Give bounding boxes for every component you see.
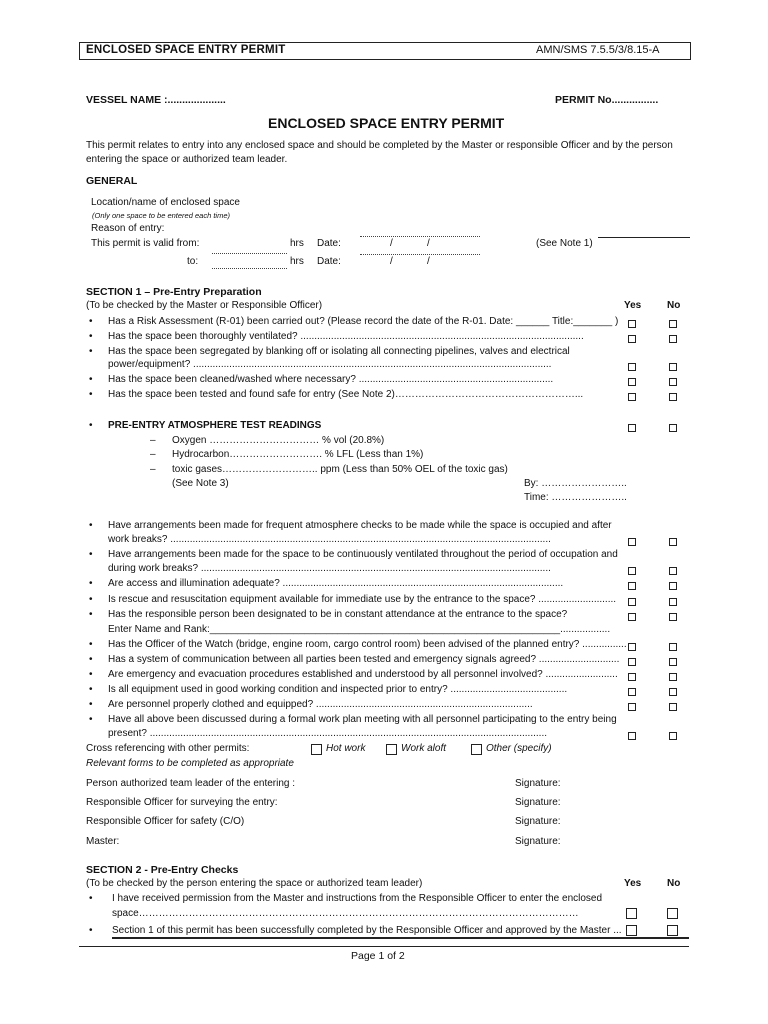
date-slash: / <box>390 238 393 249</box>
no-checkbox[interactable] <box>669 703 677 711</box>
yes-checkbox[interactable] <box>628 393 636 401</box>
no-column-header: No <box>667 300 681 311</box>
signature-label: Signature: <box>515 816 561 827</box>
no-checkbox[interactable] <box>669 613 677 621</box>
cross-reference-label: Cross referencing with other permits: <box>86 743 250 754</box>
signature-label: Signature: <box>515 778 561 789</box>
checklist-item-text: Have arrangements been made for the space to be continuously ventilated throughout the period of occupation and <box>108 549 618 560</box>
date-slash: / <box>390 256 393 267</box>
section-underline <box>112 937 689 939</box>
yes-column-header: Yes <box>624 878 642 889</box>
test-time-field: Time: ………………….. <box>524 492 627 503</box>
yes-checkbox[interactable] <box>628 688 636 696</box>
time-from-field[interactable] <box>212 253 287 254</box>
yes-checkbox[interactable] <box>628 613 636 621</box>
checklist-item-text: Is all equipment used in good working condition and inspected prior to entry? .......................................... <box>108 684 568 695</box>
checklist-item-text: Has the space been thoroughly ventilated? ...................................................................................................... <box>108 331 584 342</box>
date-to-field[interactable] <box>360 254 480 255</box>
section1-completed-item: Section 1 of this permit has been successfully completed by the Responsible Officer and approved by the Master ... <box>112 925 622 936</box>
bullet: • <box>89 699 93 710</box>
location-label: Location/name of enclosed space <box>91 197 240 208</box>
general-heading: GENERAL <box>86 175 138 187</box>
checklist-item-text: Has the space been cleaned/washed where necessary? ...................................................................... <box>108 374 554 385</box>
bullet: • <box>89 346 93 357</box>
valid-to-label: to: <box>187 256 199 267</box>
oxygen-reading: Oxygen …………………………… % vol (20.8%) <box>172 435 385 446</box>
hot-work-label: Hot work <box>326 743 366 754</box>
no-checkbox[interactable] <box>669 393 677 401</box>
bullet: • <box>89 420 93 431</box>
permission-no-checkbox[interactable] <box>667 908 678 919</box>
section1-heading: SECTION 1 – Pre-Entry Preparation <box>86 286 262 298</box>
see-note-1: (See Note 1) <box>536 238 593 249</box>
checklist-item-text: power/equipment? ................................................................................................................................. <box>108 359 552 370</box>
yes-column-header: Yes <box>624 300 642 311</box>
bullet: • <box>89 925 93 936</box>
bullet: • <box>89 609 93 620</box>
toxic-gases-reading: toxic gases……………………….. ppm (Less than 50% OEL of the toxic gas) <box>172 464 508 475</box>
checklist-item-text: Has the Officer of the Watch (bridge, engine room, cargo control room) been advised of the planned entry? ................ <box>108 639 627 650</box>
section2-heading: SECTION 2 - Pre-Entry Checks <box>86 864 239 876</box>
yes-checkbox[interactable] <box>628 335 636 343</box>
no-checkbox[interactable] <box>669 598 677 606</box>
bullet: • <box>89 684 93 695</box>
vessel-name-label: VESSEL NAME :.................... <box>86 94 226 106</box>
intro-line-2: entering the space or authorized team leader. <box>86 154 288 165</box>
page-title: ENCLOSED SPACE ENTRY PERMIT <box>268 115 505 131</box>
atmosphere-no-checkbox[interactable] <box>669 424 677 432</box>
no-column-header: No <box>667 878 681 889</box>
checklist-item-text: Has the responsible person been designated to be in constant attendance at the entrance to the space? <box>108 609 568 620</box>
work-aloft-label: Work aloft <box>401 743 447 754</box>
bullet: • <box>89 389 93 400</box>
bullet: • <box>89 549 93 560</box>
section2-subheading: (To be checked by the person entering the space or authorized team leader) <box>86 878 423 889</box>
checklist-item-text: present? ............................................................................................................................................... <box>108 728 547 739</box>
yes-checkbox[interactable] <box>628 643 636 651</box>
bullet: • <box>89 331 93 342</box>
bullet: • <box>89 654 93 665</box>
checklist-item-text: Have all above been discussed during a formal work plan meeting with all personnel participating to the entry being <box>108 714 617 725</box>
bullet: • <box>89 316 93 327</box>
checklist-item-text: Enter Name and Rank:_______________________________________________________________.................. <box>108 624 611 635</box>
bullet: • <box>89 578 93 589</box>
no-checkbox[interactable] <box>669 335 677 343</box>
hrs-label-to: hrs <box>290 256 304 267</box>
bullet: • <box>89 520 93 531</box>
yes-checkbox[interactable] <box>628 538 636 546</box>
atmosphere-heading: PRE-ENTRY ATMOSPHERE TEST READINGS <box>108 420 322 431</box>
no-checkbox[interactable] <box>669 658 677 666</box>
checklist-item-text: Has the space been segregated by blanking off or isolating all connecting pipelines, valves and electrical <box>108 346 570 357</box>
yes-checkbox[interactable] <box>628 378 636 386</box>
yes-checkbox[interactable] <box>628 703 636 711</box>
checklist-item-text: Has a Risk Assessment (R-01) been carried out? (Please record the date of the R-01. Date: ______ Title:_______ ) <box>108 316 619 327</box>
yes-checkbox[interactable] <box>628 598 636 606</box>
permission-received-line-2: space…………………………………………………………………………………………………………………… <box>112 908 579 919</box>
checklist-item-text: Is rescue and resuscitation equipment available for immediate use by the entrance to the space? ............................ <box>108 594 617 605</box>
permit-number-label: PERMIT No................ <box>555 94 659 106</box>
date-from-field[interactable] <box>360 236 480 237</box>
checklist-item-text: Are emergency and evacuation procedures established and understood by all personnel involved? .......................... <box>108 669 618 680</box>
yes-checkbox[interactable] <box>628 567 636 575</box>
dash: – <box>150 435 156 446</box>
hrs-label-from: hrs <box>290 238 304 249</box>
team-leader-label: Person authorized team leader of the entering : <box>86 778 296 789</box>
atmosphere-yes-checkbox[interactable] <box>628 424 636 432</box>
checklist-item-text: Have arrangements been made for frequent atmosphere checks to be made while the space is occupied and after <box>108 520 612 531</box>
section1-subheading: (To be checked by the Master or Responsible Officer) <box>86 300 323 311</box>
header-title: ENCLOSED SPACE ENTRY PERMIT <box>86 44 286 56</box>
yes-checkbox[interactable] <box>628 732 636 740</box>
yes-checkbox[interactable] <box>628 673 636 681</box>
date-label-from: Date: <box>317 238 341 249</box>
no-checkbox[interactable] <box>669 320 677 328</box>
no-checkbox[interactable] <box>669 363 677 371</box>
bullet: • <box>89 594 93 605</box>
checklist-item-text: Are personnel properly clothed and equipped? .............................................................................. <box>108 699 533 710</box>
master-label: Master: <box>86 836 120 847</box>
section1-completed-yes-checkbox[interactable] <box>626 925 637 936</box>
no-checkbox[interactable] <box>669 378 677 386</box>
hot-work-checkbox[interactable] <box>311 744 322 755</box>
one-space-note: (Only one space to be entered each time) <box>92 211 230 220</box>
bullet: • <box>89 893 93 904</box>
yes-checkbox[interactable] <box>628 658 636 666</box>
date-slash: / <box>427 256 430 267</box>
date-label-to: Date: <box>317 256 341 267</box>
no-checkbox[interactable] <box>669 567 677 575</box>
no-checkbox[interactable] <box>669 643 677 651</box>
permission-yes-checkbox[interactable] <box>626 908 637 919</box>
section1-completed-no-checkbox[interactable] <box>667 925 678 936</box>
checklist-item-text: Are access and illumination adequate? ..................................................................................................... <box>108 578 564 589</box>
date-slash: / <box>427 238 430 249</box>
footer-rule <box>79 946 689 947</box>
yes-checkbox[interactable] <box>628 363 636 371</box>
other-permit-checkbox[interactable] <box>471 744 482 755</box>
hydrocarbon-reading: Hydrocarbon………………………. % LFL (Less than 1%) <box>172 449 424 460</box>
checklist-item-text: Has the space been tested and found safe for entry (See Note 2)………………………………………………... <box>108 389 584 400</box>
safety-officer-label: Responsible Officer for safety (C/O) <box>86 816 245 827</box>
yes-checkbox[interactable] <box>628 320 636 328</box>
time-to-field[interactable] <box>212 268 287 269</box>
checklist-item-text: Has a system of communication between all parties been tested and emergency signals agreed? ............................. <box>108 654 620 665</box>
checklist-item-text: during work breaks? .............................................................................................................................. <box>108 563 551 574</box>
no-checkbox[interactable] <box>669 582 677 590</box>
signature-label: Signature: <box>515 797 561 808</box>
no-checkbox[interactable] <box>669 688 677 696</box>
intro-line-1: This permit relates to entry into any enclosed space and should be completed by the Master or responsible Officer and by the person <box>86 140 673 151</box>
bullet: • <box>89 669 93 680</box>
relevant-forms-note: Relevant forms to be completed as appropriate <box>86 758 294 769</box>
reason-label: Reason of entry: <box>91 223 165 234</box>
bullet: • <box>89 374 93 385</box>
other-permit-label: Other (specify) <box>486 743 552 754</box>
see-note-3: (See Note 3) <box>172 478 229 489</box>
no-checkbox[interactable] <box>669 732 677 740</box>
surveying-officer-label: Responsible Officer for surveying the entry: <box>86 797 278 808</box>
dash: – <box>150 464 156 475</box>
note-line <box>598 237 690 238</box>
yes-checkbox[interactable] <box>628 582 636 590</box>
no-checkbox[interactable] <box>669 538 677 546</box>
bullet: • <box>89 639 93 650</box>
bullet: • <box>89 714 93 725</box>
signature-label: Signature: <box>515 836 561 847</box>
dash: – <box>150 449 156 460</box>
page-number: Page 1 of 2 <box>351 950 405 962</box>
document-code: AMN/SMS 7.5.5/3/8.15-A <box>536 44 660 56</box>
checklist-item-text: work breaks? ......................................................................................................................................... <box>108 534 551 545</box>
no-checkbox[interactable] <box>669 673 677 681</box>
tested-by-field: By: …………………….. <box>524 478 627 489</box>
work-aloft-checkbox[interactable] <box>386 744 397 755</box>
valid-from-label: This permit is valid from: <box>91 238 200 249</box>
permission-received-line-1: I have received permission from the Master and instructions from the Responsible Officer to enter the enclosed <box>112 893 603 904</box>
